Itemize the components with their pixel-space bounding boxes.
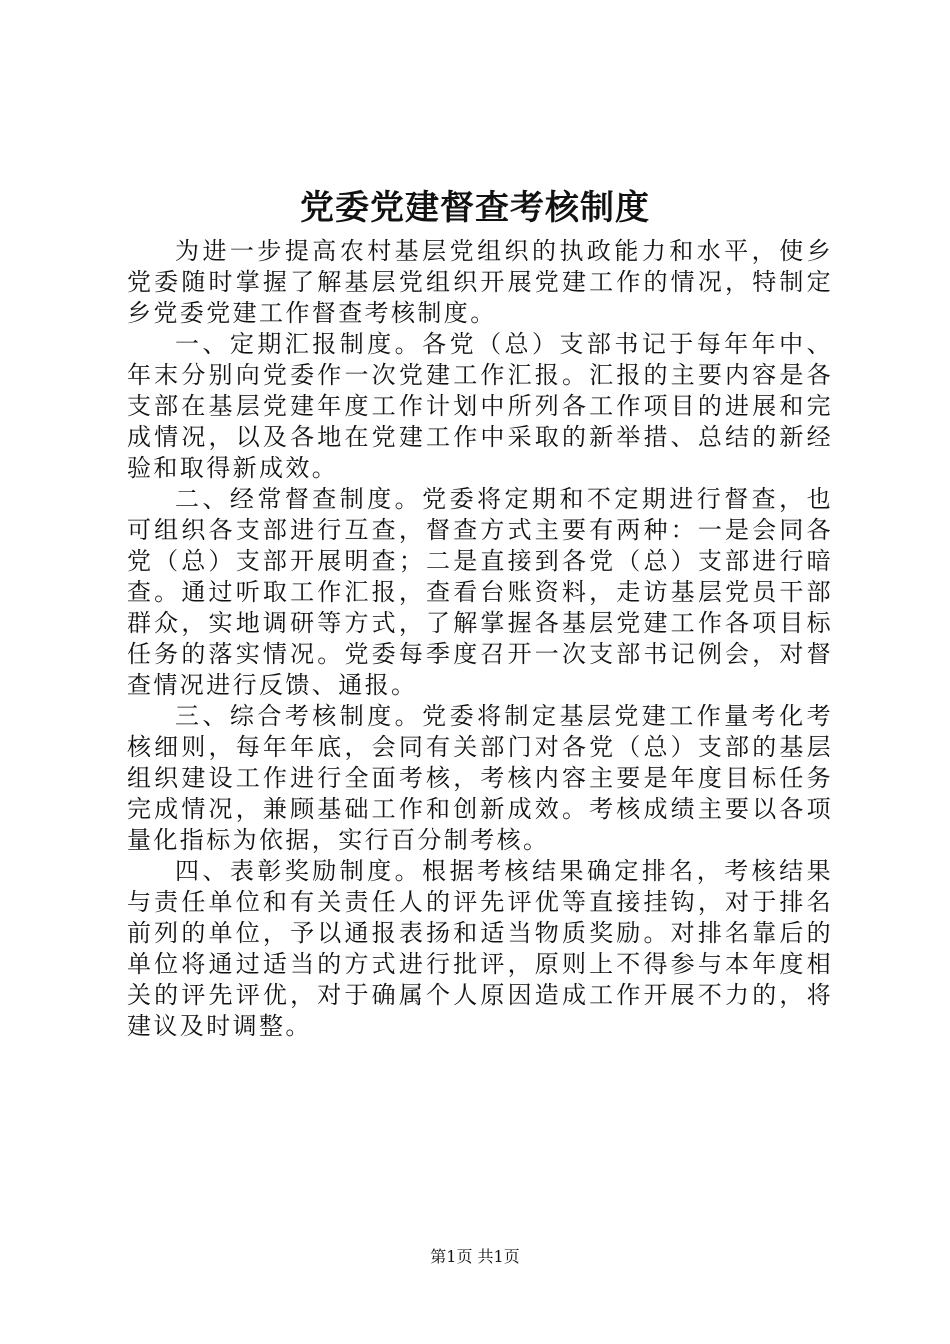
paragraph-regular-report: 一、定期汇报制度。各党（总）支部书记于每年年中、年末分别向党委作一次党建工作汇报。汇报的主要内容是各支部在基层党建年度工作计划中所列各工作项目的进展和完成情况，以及各地在党建工作中采取的新举措、总结的新经验和取得新成效。: [127, 330, 833, 482]
paragraph-assessment: 三、综合考核制度。党委将制定基层党建工作量考化考核细则，每年年底，会同有关部门对各党（总）支部的基层组织建设工作进行全面考核，考核内容主要是年度目标任务完成情况，兼顾基础工作和创新成效。考核成绩主要以各项量化指标为依据，实行百分制考核。: [127, 702, 833, 854]
paragraph-intro: 为进一步提高农村基层党组织的执政能力和水平，使乡党委随时掌握了解基层党组织开展党建工作的情况，特制定乡党委党建工作督查考核制度。: [127, 237, 833, 327]
paragraph-rewards: 四、表彰奖励制度。根据考核结果确定排名，考核结果与责任单位和有关责任人的评先评优等直接挂钩，对于排名前列的单位，予以通报表扬和适当物质奖励。对排名靠后的单位将通过适当的方式进行批评，原则上不得参与本年度相关的评先评优，对于确属个人原因造成工作开展不力的，将建议及时调整。: [127, 857, 833, 1040]
document-body: [127, 236, 833, 1042]
document-title: 党委党建督查考核制度: [300, 188, 650, 228]
page-number-footer: 第1页 共1页: [430, 1247, 520, 1266]
paragraph-inspection: 二、经常督查制度。党委将定期和不定期进行督查，也可组织各支部进行互查，督查方式主要有两种：一是会同各党（总）支部开展明查；二是直接到各党（总）支部进行暗查。通过听取工作汇报，查看台账资料，走访基层党员干部群众，实地调研等方式，了解掌握各基层党建工作各项目标任务的落实情况。党委每季度召开一次支部书记例会，对督查情况进行反馈、通报。: [127, 485, 833, 699]
